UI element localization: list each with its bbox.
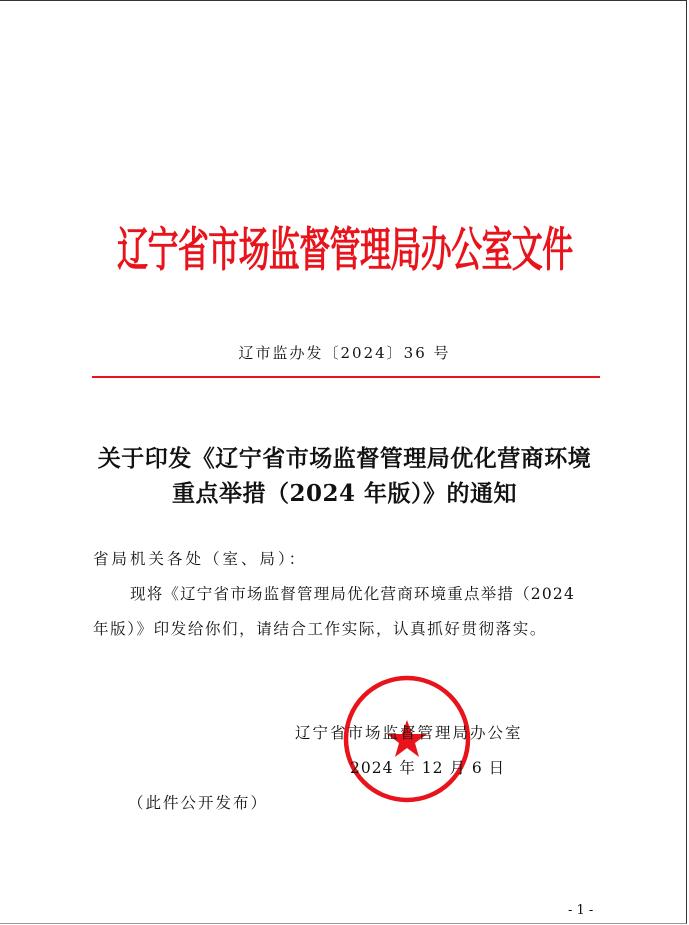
red-divider: [92, 376, 600, 378]
page-number: - 1 -: [568, 903, 594, 918]
salutation: 省局机关各处（室、局）：: [93, 550, 308, 568]
heading-line-2: 重点举措（2024 年版）》的通知: [171, 480, 518, 507]
heading-line-1: 关于印发《辽宁省市场监督管理局优化营商环境: [97, 445, 592, 472]
signature: 辽宁省市场监督管理局办公室: [295, 724, 523, 742]
body-line-2: 年版）》印发给你们，请结合工作实际，认真抓好贯彻落实。: [93, 620, 547, 638]
document-number: 辽市监办发〔2024〕36 号: [238, 344, 451, 362]
issue-date: 2024 年 12 月 6 日: [350, 759, 506, 777]
issuer-title: 辽宁省市场监督管理局办公室文件: [117, 223, 573, 278]
publication-note: （此件公开发布）: [128, 794, 269, 812]
body-line-1: 现将《辽宁省市场监督管理局优化营商环境重点举措（2024: [130, 585, 576, 603]
